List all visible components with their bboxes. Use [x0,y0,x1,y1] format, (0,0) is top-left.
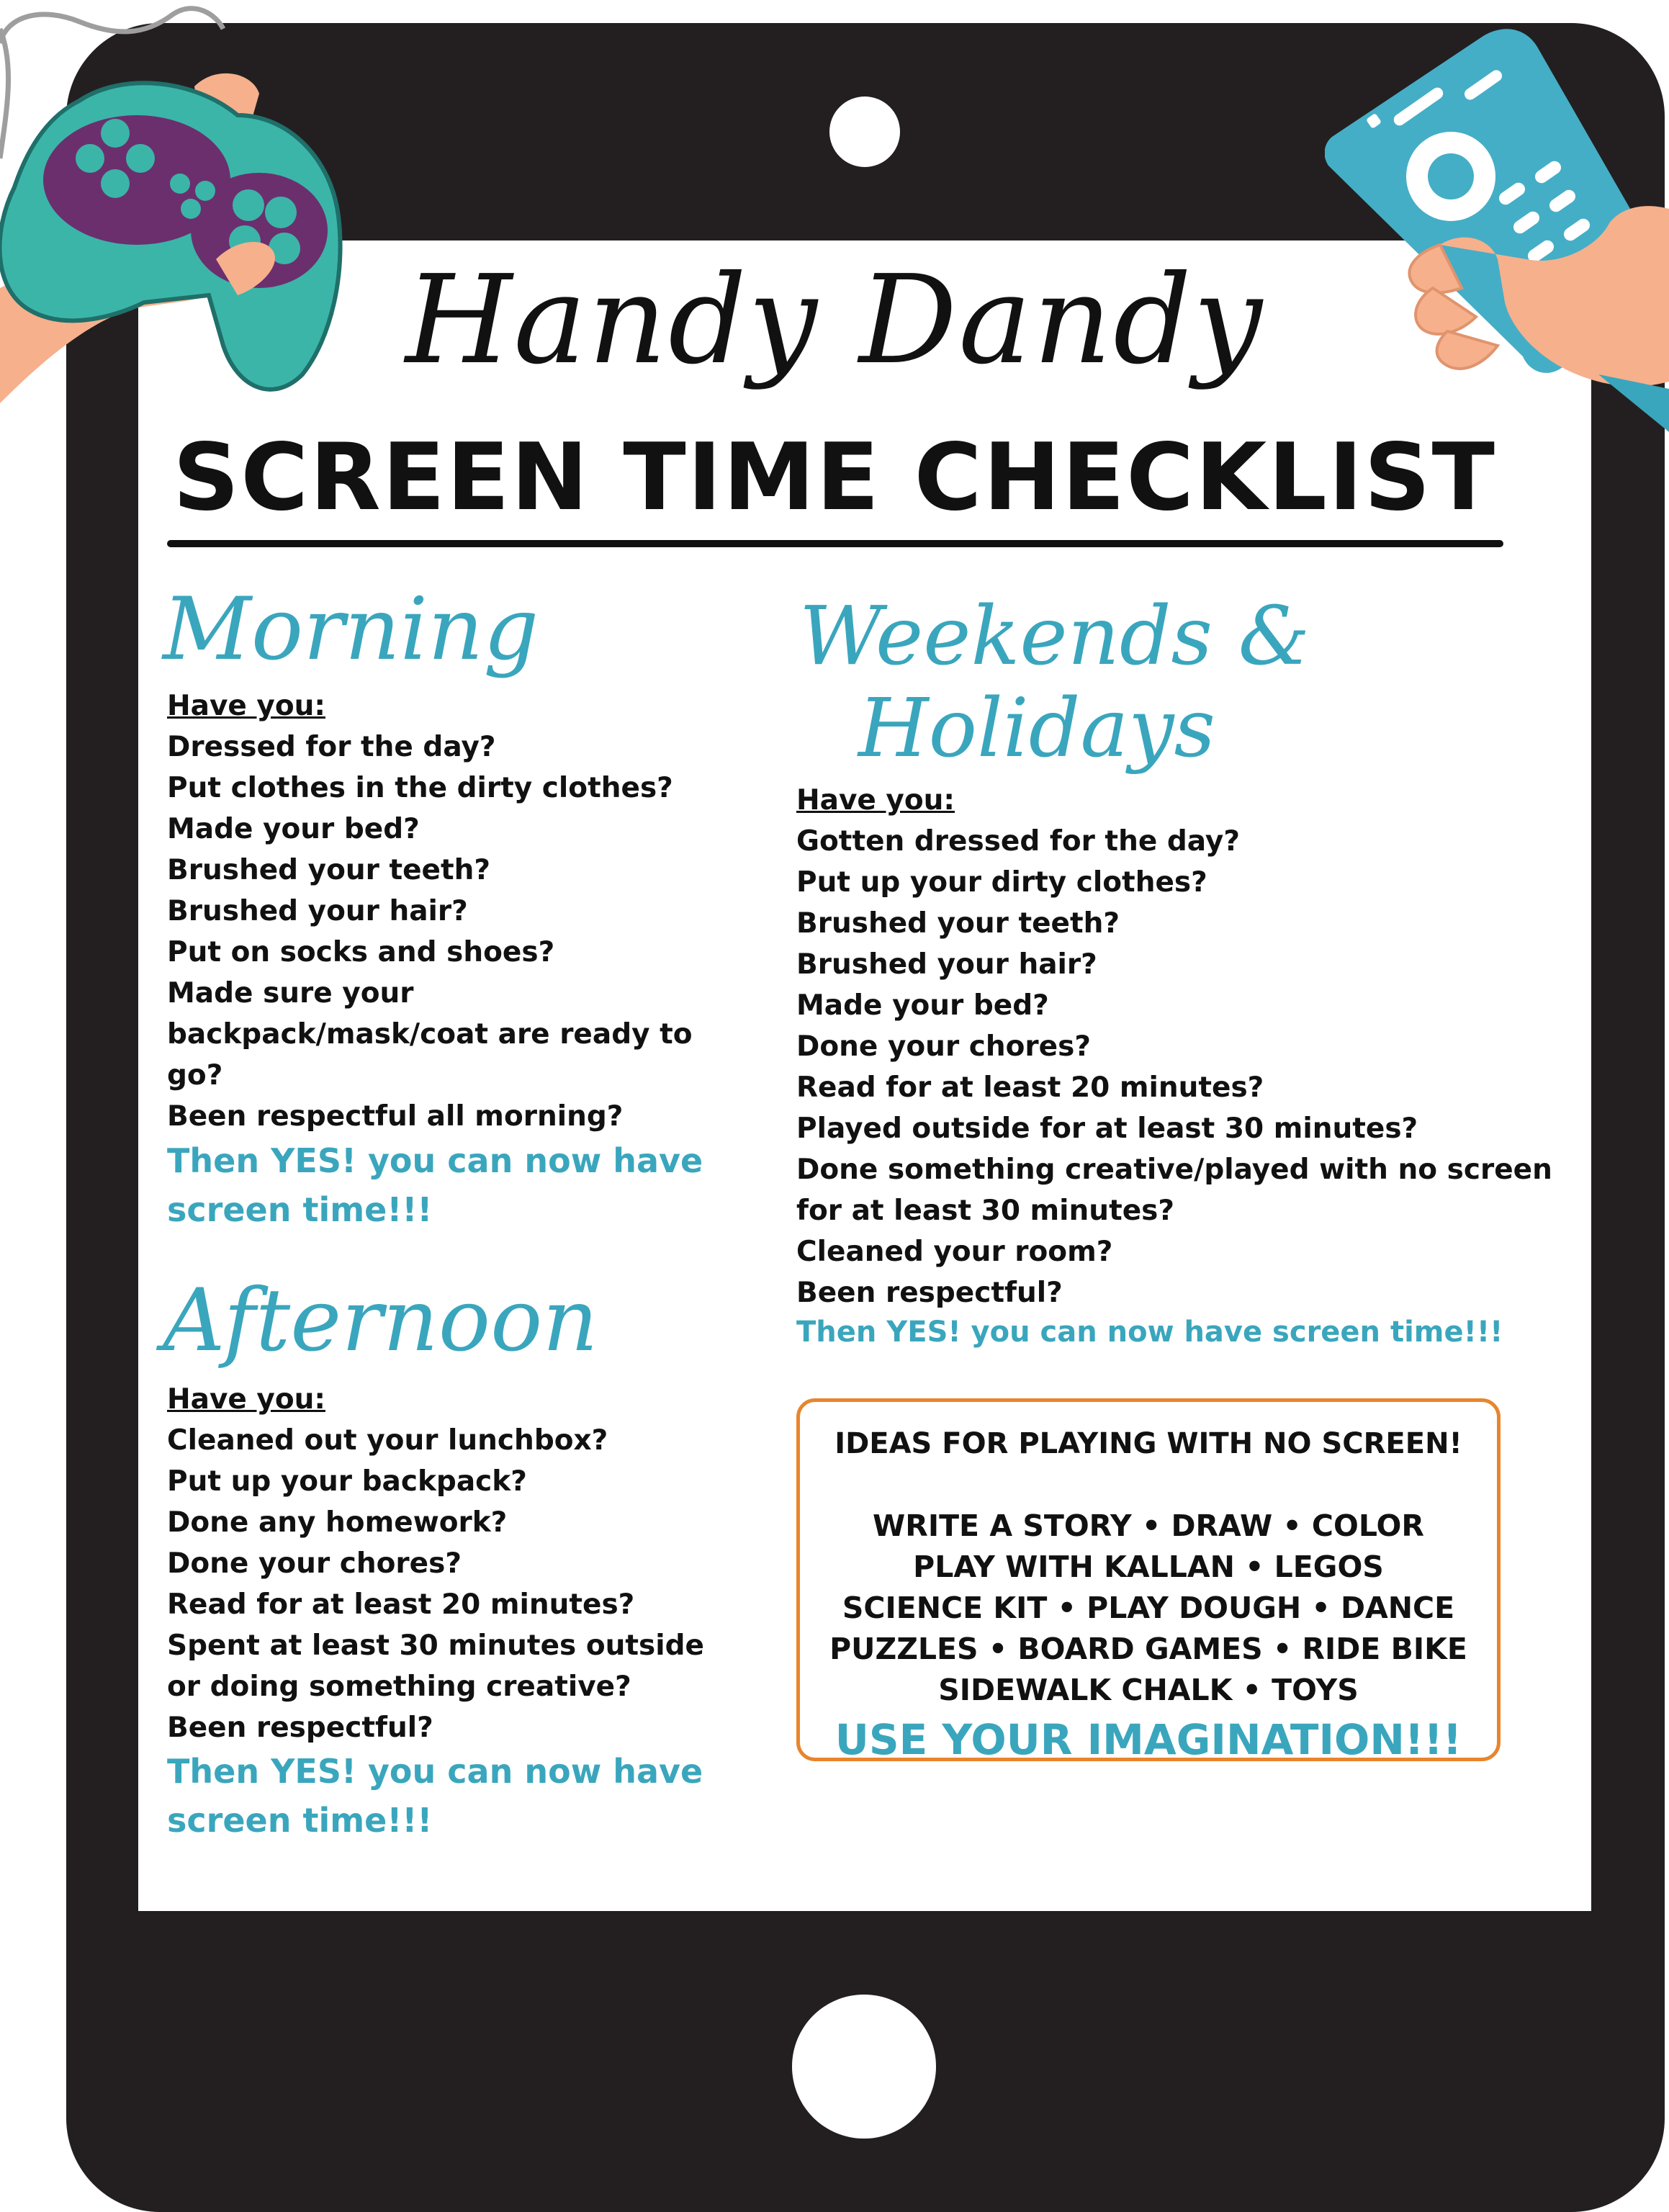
list-item: Been respectful? [796,1277,1063,1309]
ideas-title: IDEAS FOR PLAYING WITH NO SCREEN! [834,1427,1462,1460]
list-item: Cleaned your room? [796,1236,1113,1268]
list-item: Made sure your [167,977,414,1010]
afternoon-tagline [167,1747,703,1845]
weekends-heading [799,590,1310,775]
title-divider [167,540,1503,547]
weekends-heading-line2: Holidays [858,682,1215,775]
list-item: Dressed for the day? [167,731,496,763]
list-item: Brushed your hair? [796,948,1097,981]
list-item: Made your bed? [167,813,420,845]
list-item: Read for at least 20 minutes? [796,1071,1264,1104]
afternoon-checklist [167,1379,704,1748]
morning-checklist [167,685,693,1137]
tablet-camera [829,96,900,167]
afternoon-tagline-line1: Then YES! you can now have [167,1752,703,1791]
list-item: Been respectful? [167,1712,433,1744]
afternoon-heading: Afternoon [163,1271,598,1371]
list-item: Put up your dirty clothes? [796,866,1207,899]
list-item: Brushed your hair? [167,895,468,927]
weekends-intro: Have you: [796,784,955,817]
ideas-line: WRITE A STORY • DRAW • COLOR [873,1509,1424,1543]
list-item: Done any homework? [167,1506,508,1539]
morning-intro: Have you: [167,690,325,722]
list-item: Been respectful all morning? [167,1100,624,1133]
ideas-box [796,1398,1501,1764]
morning-tagline [167,1136,703,1234]
list-item: Done your chores? [167,1547,462,1580]
afternoon-intro: Have you: [167,1383,325,1416]
list-item: Gotten dressed for the day? [796,825,1240,858]
list-item: Put clothes in the dirty clothes? [167,772,673,804]
weekends-tagline: Then YES! you can now have screen time!!! [796,1316,1503,1349]
list-item: Read for at least 20 minutes? [167,1588,635,1621]
list-item: Cleaned out your lunchbox? [167,1424,608,1457]
list-item: Put up your backpack? [167,1465,527,1498]
list-item: Done your chores? [796,1030,1091,1063]
ideas-line: PLAY WITH KALLAN • LEGOS [913,1550,1384,1584]
tv-remote-icon [1325,29,1669,446]
weekends-checklist [796,780,1552,1313]
list-item: Done something creative/played with no screen [796,1154,1552,1186]
ideas-line: PUZZLES • BOARD GAMES • RIDE BIKE [829,1632,1467,1666]
list-item: or doing something creative? [167,1671,631,1703]
list-item: Put on socks and shoes? [167,936,555,968]
ideas-line: SIDEWALK CHALK • TOYS [938,1673,1359,1707]
list-item: go? [167,1059,223,1092]
ideas-list [800,1506,1497,1711]
list-item: Played outside for at least 30 minutes? [796,1112,1418,1145]
morning-tagline-line1: Then YES! you can now have [167,1141,703,1180]
list-item: Brushed your teeth? [167,854,491,886]
morning-tagline-line2: screen time!!! [167,1190,433,1229]
tablet-home-button[interactable] [792,1995,936,2139]
list-item: backpack/mask/coat are ready to [167,1018,693,1051]
title-main: SCREEN TIME CHECKLIST [173,424,1496,531]
list-item: Made your bed? [796,989,1049,1022]
ideas-line: SCIENCE KIT • PLAY DOUGH • DANCE [842,1591,1455,1625]
list-item: Spent at least 30 minutes outside [167,1629,704,1662]
weekends-heading-line1: Weekends & [799,590,1310,683]
morning-heading: Morning [163,580,539,680]
list-item: Brushed your teeth? [796,907,1120,940]
list-item: for at least 30 minutes? [796,1195,1174,1227]
ideas-cta: USE YOUR IMAGINATION!!! [834,1715,1462,1764]
title-script: Handy Dandy [405,249,1264,392]
afternoon-tagline-line2: screen time!!! [167,1801,433,1840]
